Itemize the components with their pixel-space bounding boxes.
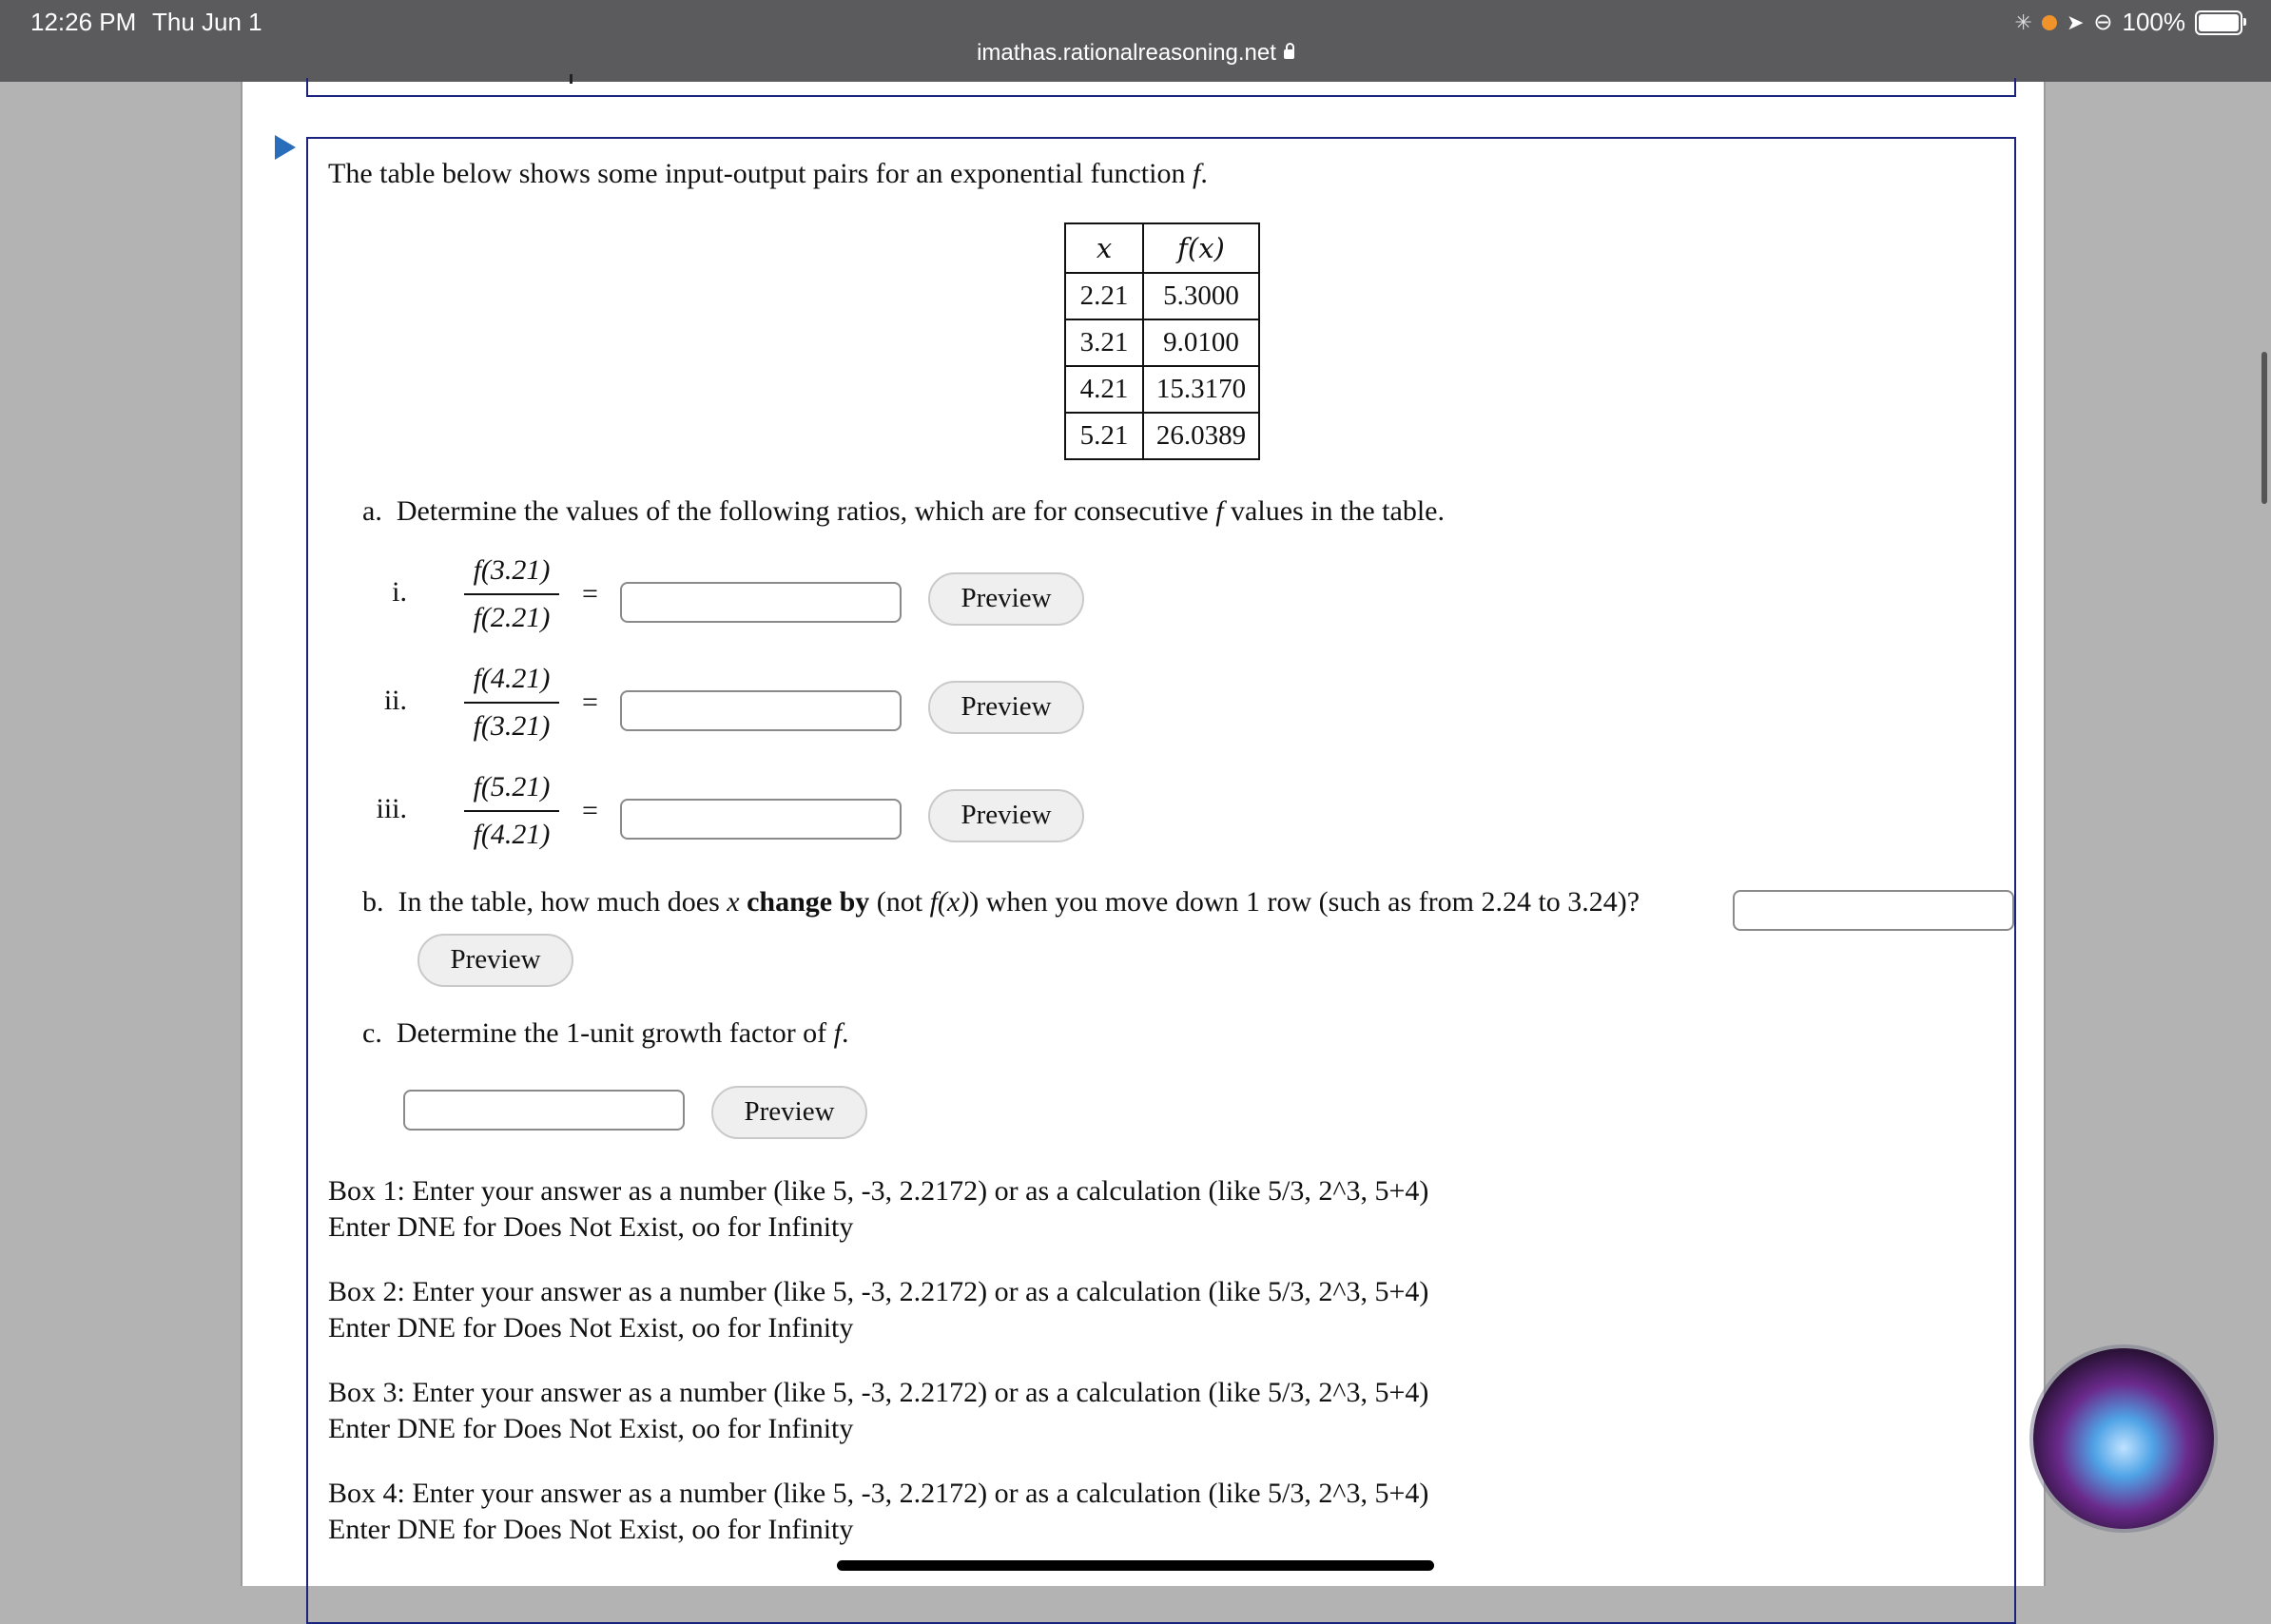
preview-button-5[interactable]: Preview [711,1086,867,1139]
equals-sign: = [582,578,598,609]
battery-percent: 100% [2122,8,2185,36]
question-intro: The table below shows some input-output pairs for an exponential function f. [328,158,1208,189]
previous-question-box [306,78,2016,97]
table-cell: 15.3170 [1143,366,1259,413]
ratio-fraction-ii [464,658,559,747]
ratio-iii-answer-input[interactable] [620,799,902,840]
help-box-4: Box 4: Enter your answer as a number (like 5, -3, 2.2172) or as a calculation (like 5/3, 2^3, 5+4) Enter DNE for Does Not Exist, oo for Infinity [328,1478,1429,1545]
equals-sign: = [582,795,598,826]
help-box-1: Box 1: Enter your answer as a number (like 5, -3, 2.2172) or as a calculation (like 5/3, 2^3, 5+4) Enter DNE for Does Not Exist, oo for Infinity [328,1175,1429,1243]
equals-sign: = [582,686,598,718]
table-cell: 5.21 [1065,413,1143,459]
status-bar [0,0,2271,82]
ratio-denominator: f(4.21) [473,819,551,850]
table-row [1065,273,1259,319]
table-header-x: x [1065,223,1143,273]
ratio-fraction-iii [464,766,559,856]
siri-orb-icon[interactable] [2033,1348,2214,1529]
table-cell: 2.21 [1065,273,1143,319]
preview-button-2[interactable]: Preview [928,681,1084,734]
url-text: imathas.rationalreasoning.net [977,40,1276,66]
input-output-table [1064,222,1260,460]
help-box-3: Box 3: Enter your answer as a number (like 5, -3, 2.2172) or as a calculation (like 5/3, 2^3, 5+4) Enter DNE for Does Not Exist, oo for Infinity [328,1377,1429,1444]
ratio-numerator: f(3.21) [473,554,551,586]
part-b-text: b. In the table, how much does x change by (not f(x)) when you move down 1 row (such as from 2.24 to 3.24)? [362,886,1640,918]
ratio-label-ii: ii. [383,685,407,716]
preview-button-1[interactable]: Preview [928,572,1084,626]
table-header-fx: f(x) [1143,223,1259,273]
table-row [1065,366,1259,413]
recording-dot-icon [2042,15,2057,30]
status-time: 12:26 PM [30,8,137,36]
table-cell: 5.3000 [1143,273,1259,319]
part-c-text: c. Determine the 1-unit growth factor of f. [362,1017,849,1049]
lock-icon [1284,49,1294,59]
question-box [306,137,2016,1624]
part-b-answer-input[interactable] [1733,890,2014,931]
ratio-label-iii: iii. [376,793,407,824]
ratio-denominator: f(3.21) [473,710,551,742]
home-indicator[interactable] [837,1560,1434,1571]
ratio-numerator: f(5.21) [473,771,551,802]
scrollbar[interactable] [2261,352,2267,504]
play-triangle-icon[interactable] [275,135,296,160]
table-header-row [1065,223,1259,273]
table-cell: 26.0389 [1143,413,1259,459]
help-box-2: Box 2: Enter your answer as a number (like 5, -3, 2.2172) or as a calculation (like 5/3, 2^3, 5+4) Enter DNE for Does Not Exist, oo for Infinity [328,1276,1429,1344]
status-indicators [2015,8,2242,37]
preview-button-4[interactable]: Preview [417,934,573,987]
preview-button-3[interactable]: Preview [928,789,1084,842]
part-a-text: a. Determine the values of the following ratios, which are for consecutive f values in the table. [362,495,1445,527]
activity-spinner-icon: ✳ [2014,10,2032,34]
ratio-numerator: f(4.21) [473,663,551,694]
address-bar[interactable] [0,40,2271,67]
ratio-denominator: f(2.21) [473,602,551,633]
location-arrow-icon: ➤ [2066,10,2085,34]
ratio-fraction-i [464,550,559,639]
table-cell: 9.0100 [1143,319,1259,366]
ratio-label-i: i. [392,576,407,608]
table-cell: 4.21 [1065,366,1143,413]
page-content [241,82,2046,1586]
ratio-ii-answer-input[interactable] [620,690,902,731]
part-c-answer-input[interactable] [403,1090,685,1131]
link-icon: ⊖ [2093,10,2113,35]
table-row [1065,413,1259,459]
table-row [1065,319,1259,366]
status-date: Thu Jun 1 [152,8,262,36]
ratio-i-answer-input[interactable] [620,582,902,623]
table-cell: 3.21 [1065,319,1143,366]
battery-icon [2195,10,2242,35]
